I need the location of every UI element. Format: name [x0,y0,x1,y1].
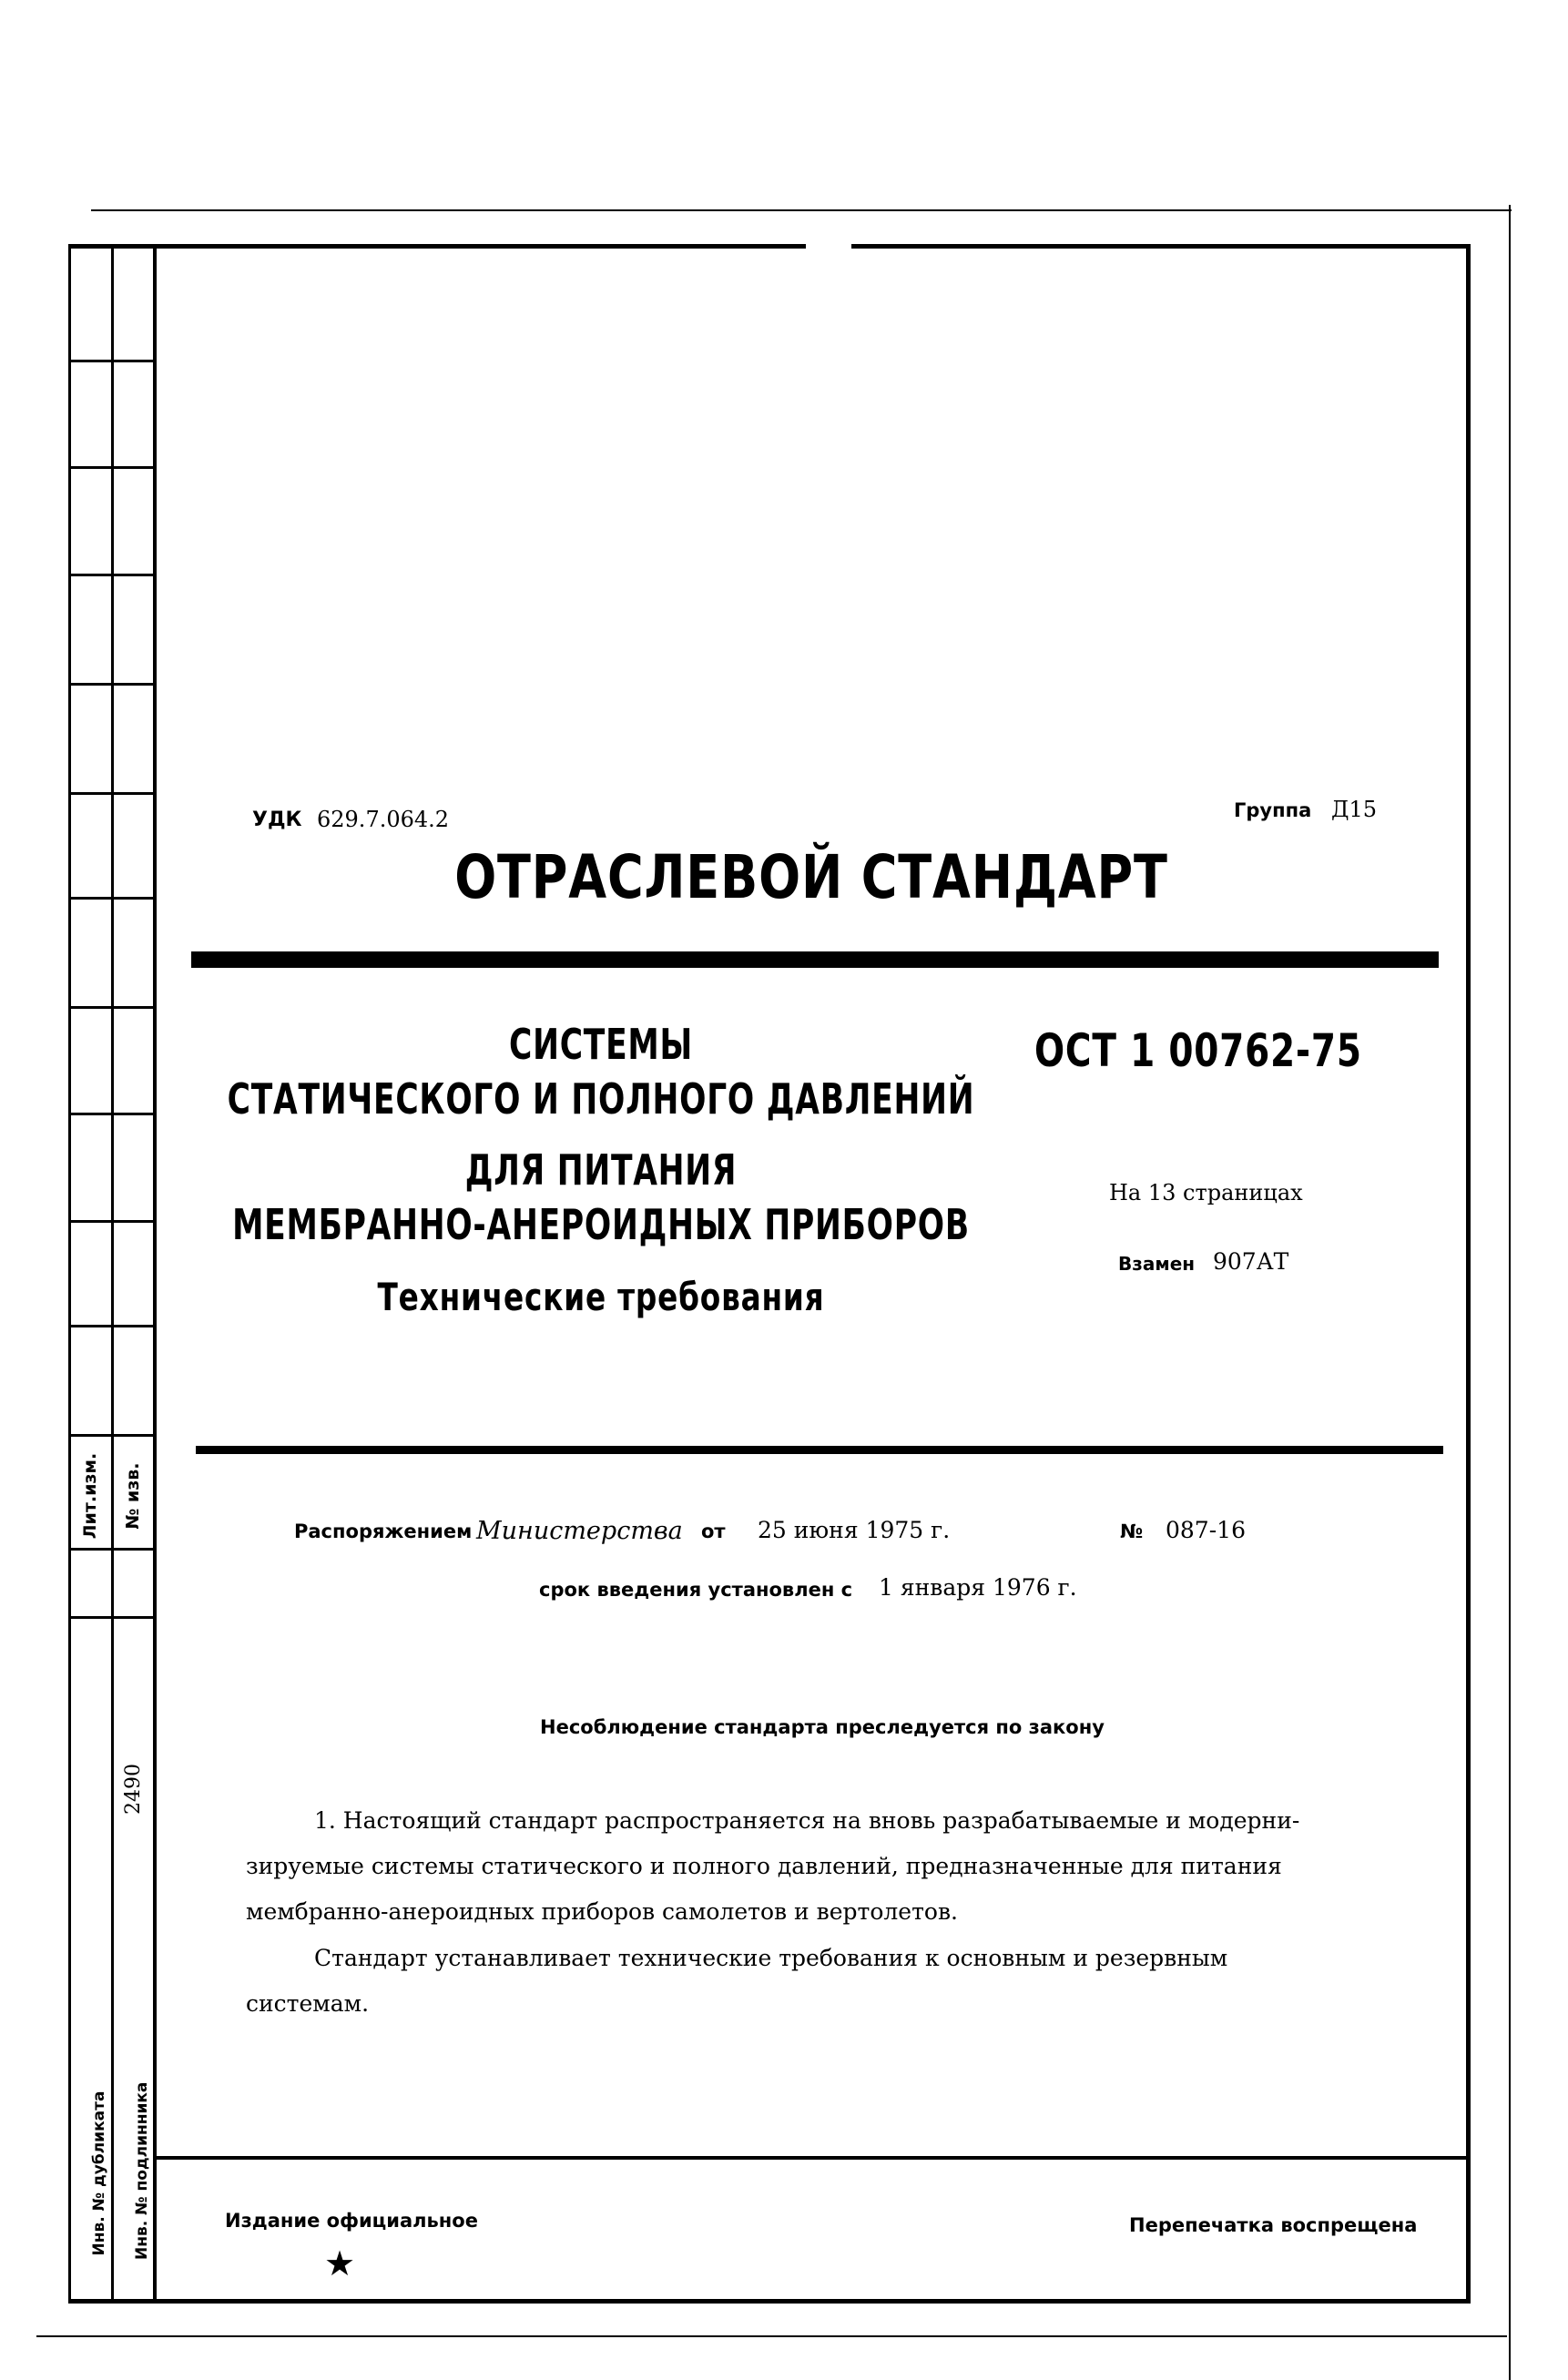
body-line: Стандарт устанавливает технические требования к основным и резервным [314,1945,1228,1971]
margin-cell-line [68,683,157,686]
bottom-outer-rule [36,2335,1507,2337]
footer-divider [157,2156,1471,2160]
title-block-rule [196,1446,1443,1454]
official-edition: Издание официальное [225,2210,478,2232]
order-issuer: Министерства [476,1517,683,1545]
margin-cell-line [68,1113,157,1115]
title-line-2: СТАТИЧЕСКОГО И ПОЛНОГО ДАВЛЕНИЙ [227,1074,975,1124]
standard-number: ОСТ 1 00762-75 [1034,1024,1362,1077]
body-line: мембранно-анероидных приборов самолетов и вертолетов. [246,1898,958,1925]
effective-label: срок введения установлен с [539,1579,853,1601]
margin-right-line [153,244,157,2304]
title-subtitle: Технические требования [377,1275,825,1319]
star-icon: ★ [324,2243,356,2283]
margin-cell-line [68,1434,157,1437]
margin-mid-line [111,244,114,2304]
margin-inventory-number: 2490 [122,1764,145,1815]
top-rule-outer [91,209,1512,211]
udk-label: УДК [252,809,302,831]
margin-cell-line [68,897,157,900]
margin-cell-line [68,466,157,469]
order-date: 25 июня 1975 г. [758,1517,951,1543]
reprint-forbidden: Перепечатка воспрещена [1129,2214,1418,2236]
title-line-1: СИСТЕМЫ [509,1020,693,1069]
margin-left-line [68,244,71,2304]
body-paragraph-2 [246,1936,1227,2027]
margin-label-duplicate-inv: Инв. № дубликата [90,2090,108,2256]
title-rule [191,951,1439,968]
main-title: ОТРАСЛЕВОЙ СТАНДАРТ [454,842,1168,912]
order-from-label: от [701,1521,726,1542]
udk-value: 629.7.064.2 [317,807,450,832]
replaces-label: Взамен [1118,1253,1196,1275]
margin-label-change-sheet: Лит.изм. [80,1452,100,1540]
body-line: системам. [246,1990,370,2017]
order-label: Распоряжением [294,1521,473,1542]
body-line: зируемые системы статического и полного давлений, предназначенные для питания [246,1853,1282,1879]
right-outer-rule [1509,205,1511,2380]
margin-cell-line [68,1220,157,1223]
margin-cell-line [68,1006,157,1009]
order-number-label: № [1120,1521,1144,1542]
right-border [1466,244,1471,2304]
top-border-left [68,244,806,249]
group-label: Группа [1234,799,1312,821]
margin-label-notice-no: № изв. [123,1462,143,1530]
body-paragraph-1 [246,1798,1299,1935]
margin-cell-line [68,792,157,795]
pages-count: На 13 страницах [1109,1180,1303,1205]
margin-cell-line [68,574,157,576]
replaces-value: 907АТ [1213,1248,1289,1275]
margin-label-original-inv: Инв. № подлинника [133,2081,151,2260]
margin-cell-line [68,1325,157,1327]
legal-notice: Несоблюдение стандарта преследуется по закону [540,1716,1105,1738]
effective-date: 1 января 1976 г. [879,1574,1077,1601]
top-border-right [851,244,1471,249]
margin-cell-line [68,360,157,362]
title-line-4: МЕМБРАННО-АНЕРОИДНЫХ ПРИБОРОВ [232,1200,970,1249]
body-line: 1. Настоящий стандарт распространяется на вновь разрабатываемые и модерни- [314,1807,1300,1834]
margin-cell-line [68,1616,157,1619]
bottom-border [68,2299,1471,2304]
title-line-3: ДЛЯ ПИТАНИЯ [464,1145,738,1195]
order-number: 087-16 [1166,1517,1246,1543]
group-value: Д15 [1331,797,1378,822]
